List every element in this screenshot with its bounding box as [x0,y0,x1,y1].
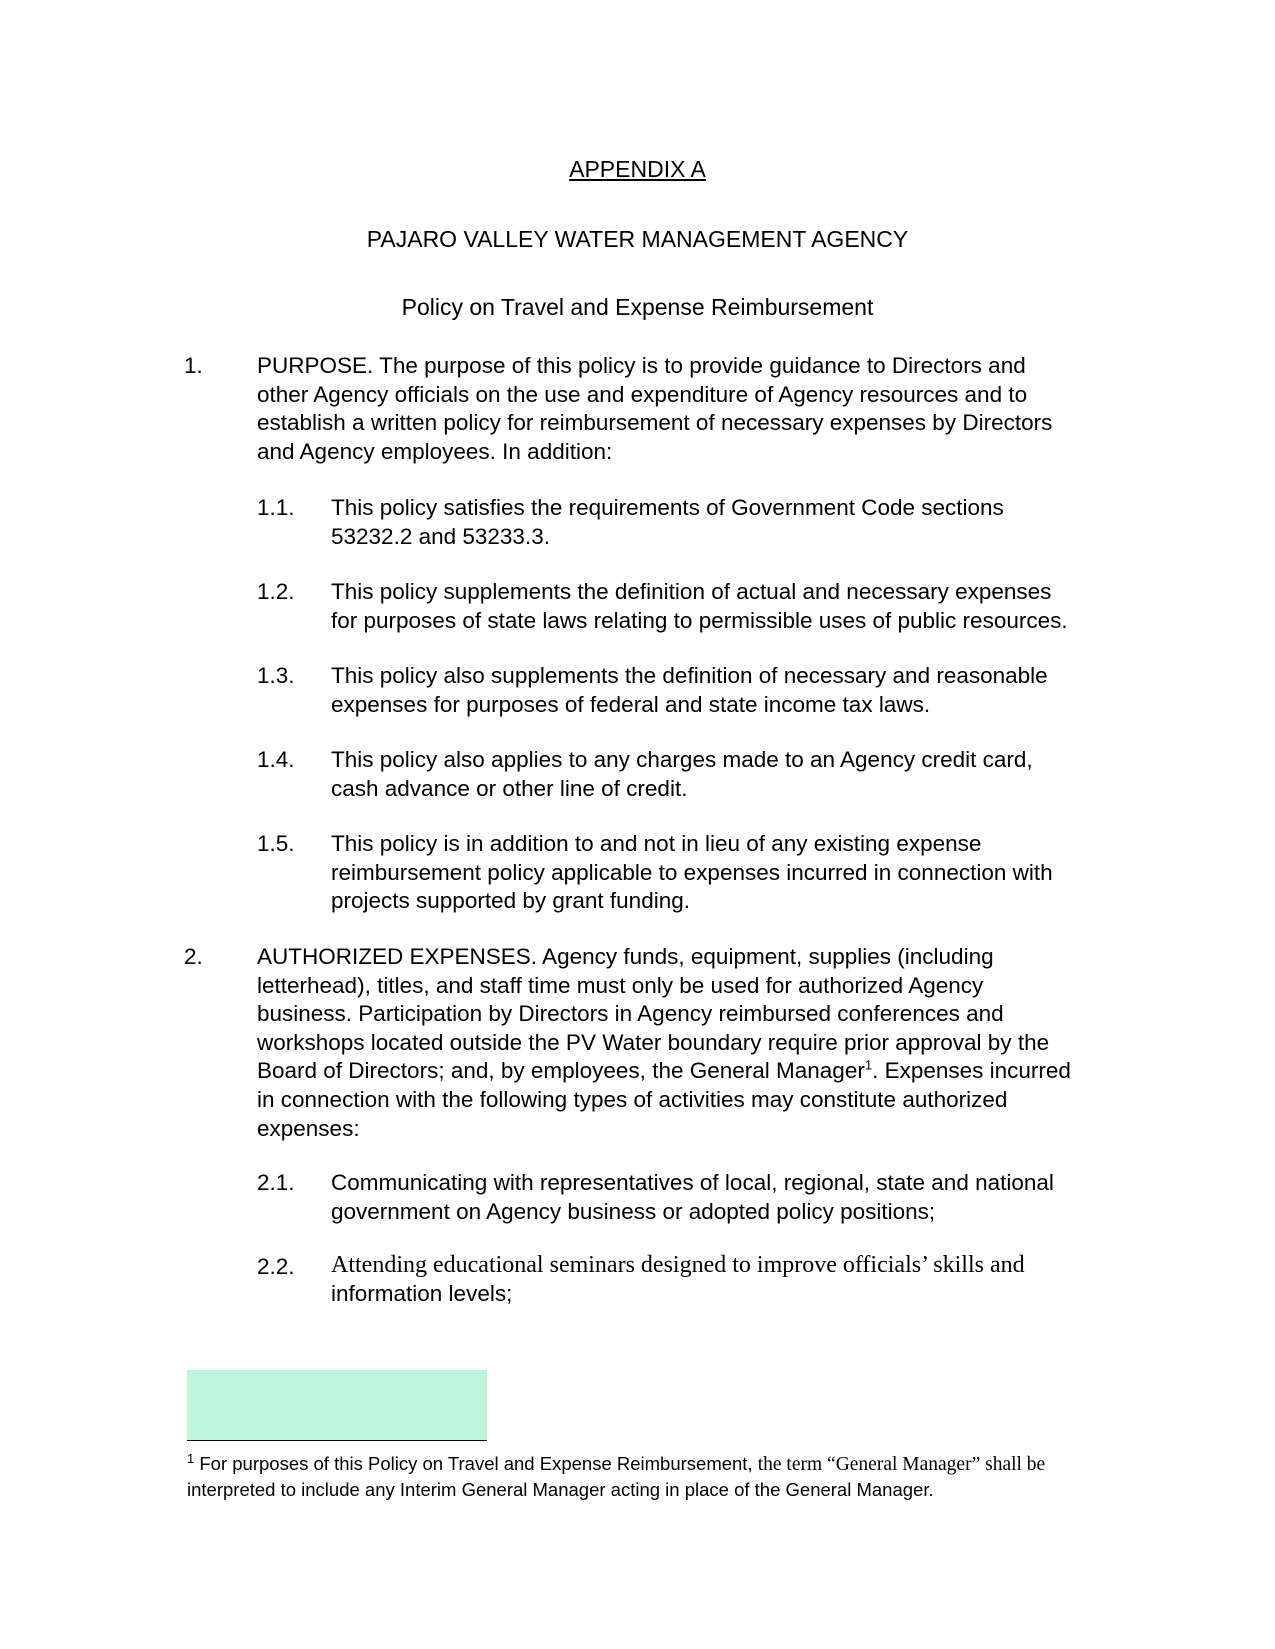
agency-name: PAJARO VALLEY WATER MANAGEMENT AGENCY [366,226,909,252]
footnote-separator [187,1440,487,1441]
highlight-box [187,1370,487,1440]
item-1-4-number: 1.4. [257,747,295,772]
item-1-2-text: This policy supplements the definition of actual and necessary expenses for purposes of state laws relating to permissible uses of public resources. [331,579,1068,633]
item-2-2-text-sans: information levels; [331,1280,513,1306]
item-1-1-number: 1.1. [257,495,295,520]
item-1-4-text: This policy also applies to any charges made to an Agency credit card, cash advance or other line of credit. [331,747,1033,801]
section-2-text-part-a: AUTHORIZED EXPENSES. Agency funds, equipment, supplies (including letterhead), titles, and staff time must only be used for authorized Agency business. Participation by Directors in Agency reimbursed conferences and workshops located outside the PV Water boundary require prior approval by the Board of Directors; and, by employees, the General Manager [257,944,1050,1084]
footnote-text-part-c: interpreted to include any Interim General Manager acting in place of the General Manager. [187,1479,934,1500]
footnote-marker: 1 [187,1450,195,1466]
item-1-5-text: This policy is in addition to and not in lieu of any existing expense reimbursement policy applicable to expenses incurred in connection with projects supported by grant funding. [331,831,1053,914]
item-2-2-text [331,1251,1091,1308]
item-2-1-number: 2.1. [257,1170,295,1195]
appendix-heading: APPENDIX A [569,156,706,182]
footnote-text-part-b: the term “General Manager” shall be [757,1454,1046,1475]
section-1-number: 1. [184,353,203,378]
item-2-2-number: 2.2. [257,1254,295,1279]
item-1-3-number: 1.3. [257,663,295,688]
section-2-number: 2. [184,944,203,969]
footnote-reference: 1 [864,1057,873,1073]
policy-title: Policy on Travel and Expense Reimbursement [401,294,874,320]
item-2-1-text: Communicating with representatives of local, regional, state and national government on Agency business or adopted policy positions; [331,1170,1054,1224]
item-1-1-text: This policy satisfies the requirements of Government Code sections 53232.2 and 53233.3. [331,495,1004,549]
footnote [187,1451,1087,1502]
section-2-text-part-b: . Expenses incurred in connection with the following types of activities may constitute authorized expenses: [257,1058,1071,1141]
footnote-text-part-a: For purposes of this Policy on Travel and Expense Reimbursement, [194,1453,758,1474]
item-1-5-number: 1.5. [257,831,295,856]
section-1-text: PURPOSE. The purpose of this policy is to provide guidance to Directors and other Agency officials on the use and expenditure of Agency resources and to establish a written policy for reimbursement of necessary expenses by Directors and Agency employees. In addition: [257,353,1053,464]
item-1-2-number: 1.2. [257,579,295,604]
item-2-2-text-serif: Attending educational seminars designed to improve officials’ skills and [331,1252,1025,1278]
section-2-text [257,943,1077,1143]
item-1-3-text: This policy also supplements the definition of necessary and reasonable expenses for purposes of federal and state income tax laws. [331,663,1048,717]
